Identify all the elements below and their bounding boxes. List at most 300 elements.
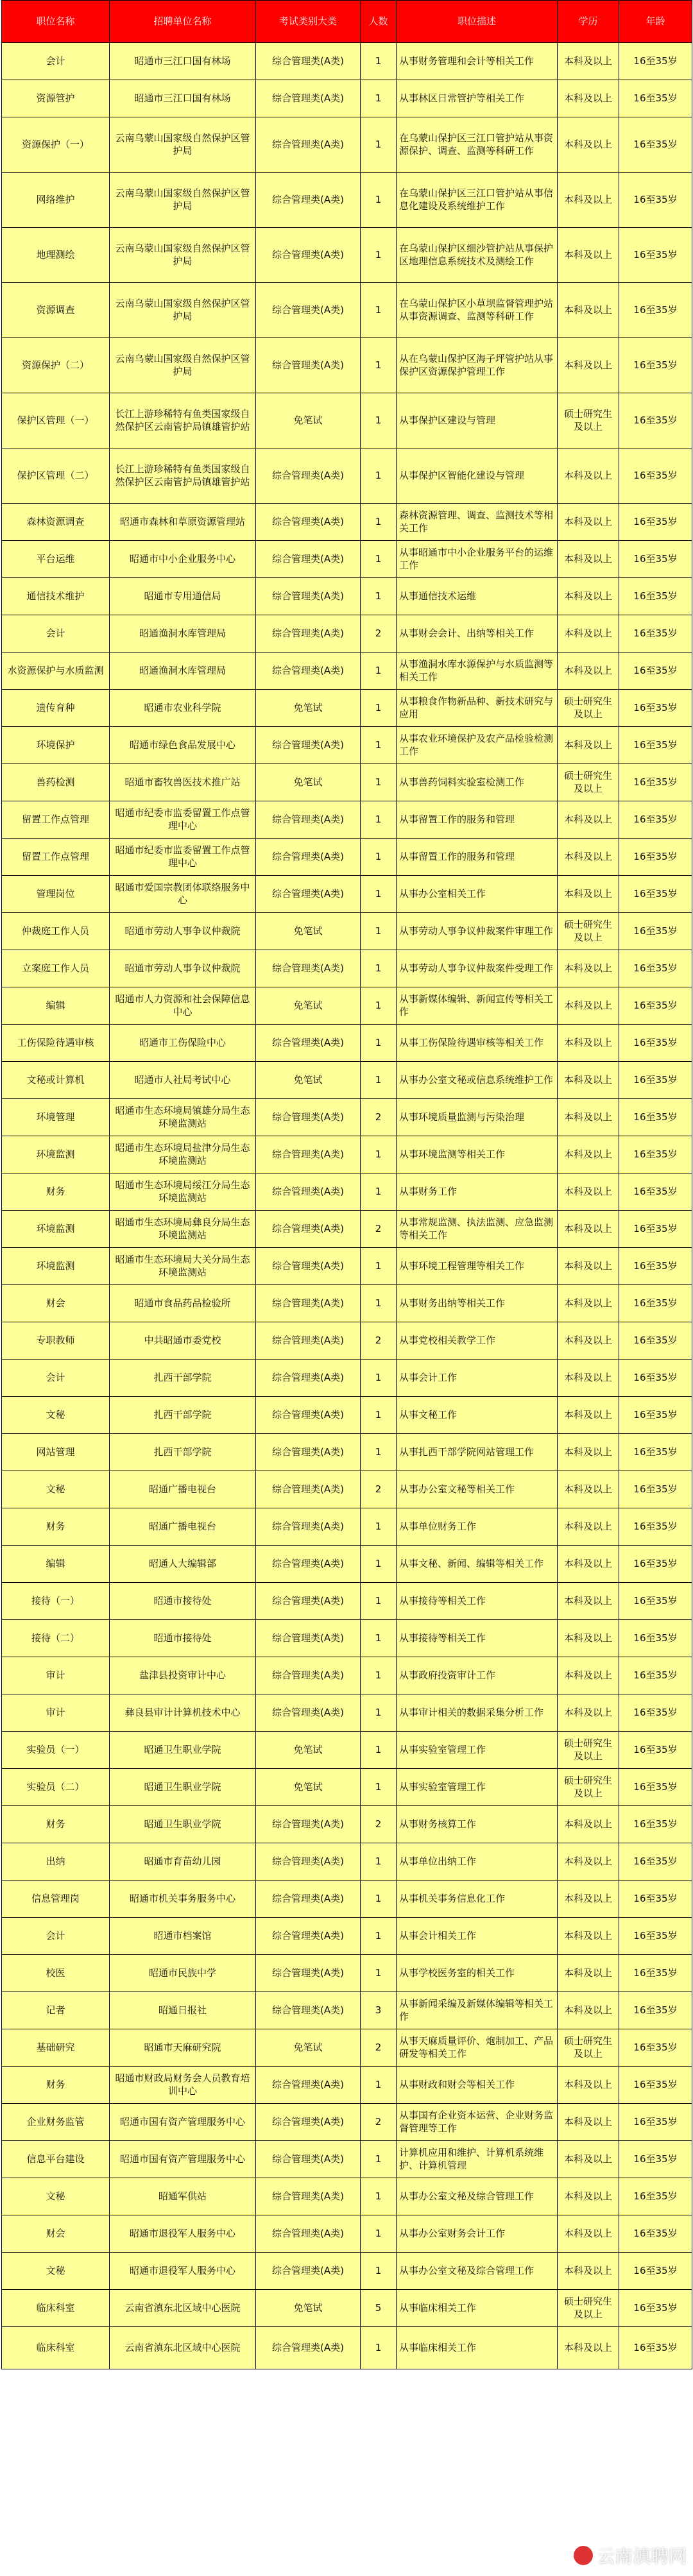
header-description: 职位描述 [397, 1, 558, 43]
cell-education: 硕士研究生及以上 [558, 1769, 619, 1806]
cell-age: 16至35岁 [619, 1173, 692, 1211]
cell-unit-name: 云南乌蒙山国家级自然保护区管护局 [110, 338, 256, 393]
cell-position-name: 信息管理岗 [2, 1881, 110, 1918]
cell-unit-name: 昭通市民族中学 [110, 1955, 256, 1992]
cell-unit-name: 昭通卫生职业学院 [110, 1806, 256, 1843]
cell-description: 从事环境监测等相关工作 [397, 1136, 558, 1173]
cell-position-name: 兽药检测 [2, 764, 110, 801]
cell-description: 从事文秘工作 [397, 1397, 558, 1434]
cell-count: 1 [361, 1732, 397, 1769]
cell-description: 从事兽药饲料实验室检测工作 [397, 764, 558, 801]
cell-exam-category: 综合管理类(A类) [256, 541, 361, 578]
cell-description: 从事临床相关工作 [397, 2327, 558, 2369]
cell-position-name: 财会 [2, 1285, 110, 1322]
cell-description: 森林资源管理、调查、监测技术等相关工作 [397, 504, 558, 541]
cell-education: 本科及以上 [558, 615, 619, 653]
cell-description: 从事扎西干部学院网站管理工作 [397, 1434, 558, 1471]
table-row [2, 1583, 692, 1620]
cell-exam-category: 综合管理类(A类) [256, 876, 361, 913]
cell-exam-category: 免笔试 [256, 987, 361, 1025]
cell-age: 16至35岁 [619, 2290, 692, 2327]
cell-exam-category: 综合管理类(A类) [256, 727, 361, 764]
cell-education: 本科及以上 [558, 1508, 619, 1546]
cell-exam-category: 综合管理类(A类) [256, 1248, 361, 1285]
cell-position-name: 森林资源调查 [2, 504, 110, 541]
table-row [2, 913, 692, 950]
cell-education: 本科及以上 [558, 228, 619, 283]
table-row [2, 393, 692, 448]
table-row [2, 228, 692, 283]
cell-count: 1 [361, 228, 397, 283]
cell-count: 1 [361, 1360, 397, 1397]
table-row [2, 541, 692, 578]
cell-education: 本科及以上 [558, 1992, 619, 2029]
cell-age: 16至35岁 [619, 283, 692, 338]
cell-exam-category: 综合管理类(A类) [256, 1806, 361, 1843]
cell-age: 16至35岁 [619, 2215, 692, 2253]
cell-count: 1 [361, 1434, 397, 1471]
watermark-text: 云南滇聘网 [596, 2546, 687, 2567]
cell-age: 16至35岁 [619, 876, 692, 913]
cell-position-name: 文秘 [2, 1471, 110, 1508]
cell-age: 16至35岁 [619, 839, 692, 876]
cell-count: 1 [361, 653, 397, 690]
cell-exam-category: 免笔试 [256, 690, 361, 727]
cell-description: 从事办公室文秘及综合管理工作 [397, 2178, 558, 2215]
cell-position-name: 环境管理 [2, 1099, 110, 1136]
cell-exam-category: 综合管理类(A类) [256, 1099, 361, 1136]
cell-description: 从事保护区智能化建设与管理 [397, 448, 558, 504]
cell-education: 本科及以上 [558, 1806, 619, 1843]
cell-position-name: 资源管护 [2, 80, 110, 117]
table-row [2, 876, 692, 913]
cell-position-name: 网站管理 [2, 1434, 110, 1471]
table-row [2, 1769, 692, 1806]
cell-description: 从事昭通市中小企业服务平台的运维工作 [397, 541, 558, 578]
cell-exam-category: 综合管理类(A类) [256, 615, 361, 653]
cell-exam-category: 综合管理类(A类) [256, 578, 361, 615]
cell-age: 16至35岁 [619, 801, 692, 839]
cell-position-name: 保护区管理（一） [2, 393, 110, 448]
cell-description: 从事通信技术运维 [397, 578, 558, 615]
cell-unit-name: 昭通市接待处 [110, 1583, 256, 1620]
cell-education: 本科及以上 [558, 727, 619, 764]
cell-exam-category: 综合管理类(A类) [256, 1918, 361, 1955]
cell-position-name: 编辑 [2, 987, 110, 1025]
table-row [2, 1285, 692, 1322]
cell-unit-name: 昭通广播电视台 [110, 1471, 256, 1508]
cell-education: 硕士研究生及以上 [558, 393, 619, 448]
table-row [2, 764, 692, 801]
cell-exam-category: 综合管理类(A类) [256, 1583, 361, 1620]
cell-unit-name: 昭通市育苗幼儿园 [110, 1843, 256, 1881]
cell-count: 2 [361, 1211, 397, 1248]
cell-exam-category: 综合管理类(A类) [256, 1620, 361, 1657]
cell-count: 1 [361, 1062, 397, 1099]
cell-exam-category: 综合管理类(A类) [256, 1285, 361, 1322]
cell-position-name: 仲裁庭工作人员 [2, 913, 110, 950]
cell-exam-category: 综合管理类(A类) [256, 2215, 361, 2253]
cell-education: 硕士研究生及以上 [558, 690, 619, 727]
cell-exam-category: 综合管理类(A类) [256, 2327, 361, 2369]
cell-unit-name: 昭通市生态环境局镇雄分局生态环境监测站 [110, 1099, 256, 1136]
cell-age: 16至35岁 [619, 1583, 692, 1620]
cell-education: 本科及以上 [558, 448, 619, 504]
cell-exam-category: 综合管理类(A类) [256, 1881, 361, 1918]
cell-unit-name: 云南省滇东北区域中心医院 [110, 2290, 256, 2327]
cell-age: 16至35岁 [619, 1769, 692, 1806]
table-row [2, 2290, 692, 2327]
cell-education: 本科及以上 [558, 80, 619, 117]
table-row [2, 1211, 692, 1248]
cell-position-name: 校医 [2, 1955, 110, 1992]
cell-exam-category: 综合管理类(A类) [256, 283, 361, 338]
table-row [2, 2141, 692, 2178]
table-row [2, 1508, 692, 1546]
cell-description: 从事实验室管理工作 [397, 1769, 558, 1806]
table-row [2, 690, 692, 727]
cell-count: 1 [361, 578, 397, 615]
cell-age: 16至35岁 [619, 2253, 692, 2290]
cell-count: 1 [361, 2141, 397, 2178]
cell-unit-name: 昭通广播电视台 [110, 1508, 256, 1546]
cell-exam-category: 综合管理类(A类) [256, 80, 361, 117]
cell-position-name: 管理岗位 [2, 876, 110, 913]
table-row [2, 2067, 692, 2104]
cell-unit-name: 扎西干部学院 [110, 1397, 256, 1434]
cell-education: 硕士研究生及以上 [558, 2029, 619, 2067]
cell-description: 从事财务核算工作 [397, 1806, 558, 1843]
table-row [2, 653, 692, 690]
cell-unit-name: 昭通市森林和草原资源管理站 [110, 504, 256, 541]
table-row [2, 1434, 692, 1471]
cell-position-name: 资源调查 [2, 283, 110, 338]
cell-education: 硕士研究生及以上 [558, 913, 619, 950]
cell-education: 本科及以上 [558, 1211, 619, 1248]
cell-unit-name: 昭通市财政局财务会人员教育培训中心 [110, 2067, 256, 2104]
cell-age: 16至35岁 [619, 690, 692, 727]
cell-unit-name: 昭通市机关事务服务中心 [110, 1881, 256, 1918]
cell-exam-category: 综合管理类(A类) [256, 2178, 361, 2215]
cell-exam-category: 综合管理类(A类) [256, 448, 361, 504]
cell-education: 本科及以上 [558, 1694, 619, 1732]
table-row [2, 117, 692, 173]
cell-exam-category: 综合管理类(A类) [256, 504, 361, 541]
cell-education: 本科及以上 [558, 1285, 619, 1322]
cell-count: 1 [361, 43, 397, 80]
cell-age: 16至35岁 [619, 173, 692, 228]
table-row [2, 2178, 692, 2215]
cell-unit-name: 中共昭通市委党校 [110, 1322, 256, 1360]
cell-description: 在乌蒙山保护区小草坝监督管理护站从事资源调查、监测等科研工作 [397, 283, 558, 338]
cell-position-name: 财务 [2, 1806, 110, 1843]
cell-position-name: 水资源保护与水质监测 [2, 653, 110, 690]
cell-count: 1 [361, 393, 397, 448]
cell-position-name: 出纳 [2, 1843, 110, 1881]
cell-unit-name: 云南乌蒙山国家级自然保护区管护局 [110, 173, 256, 228]
cell-education: 本科及以上 [558, 876, 619, 913]
cell-exam-category: 综合管理类(A类) [256, 1360, 361, 1397]
table-row [2, 448, 692, 504]
cell-description: 从事财务工作 [397, 1173, 558, 1211]
cell-age: 16至35岁 [619, 1099, 692, 1136]
cell-age: 16至35岁 [619, 653, 692, 690]
cell-position-name: 记者 [2, 1992, 110, 2029]
cell-description: 从事劳动人事争议仲裁案件审理工作 [397, 913, 558, 950]
cell-description: 从事财务管理和会计等相关工作 [397, 43, 558, 80]
header-education: 学历 [558, 1, 619, 43]
cell-position-name: 接待（一） [2, 1583, 110, 1620]
cell-age: 16至35岁 [619, 2178, 692, 2215]
cell-count: 2 [361, 2104, 397, 2141]
cell-position-name: 财务 [2, 1173, 110, 1211]
cell-exam-category: 综合管理类(A类) [256, 950, 361, 987]
cell-exam-category: 综合管理类(A类) [256, 1211, 361, 1248]
cell-unit-name: 云南乌蒙山国家级自然保护区管护局 [110, 117, 256, 173]
cell-description: 从事会计相关工作 [397, 1918, 558, 1955]
cell-age: 16至35岁 [619, 43, 692, 80]
cell-education: 本科及以上 [558, 1360, 619, 1397]
cell-description: 从事劳动人事争议仲裁案件受理工作 [397, 950, 558, 987]
cell-age: 16至35岁 [619, 1025, 692, 1062]
cell-unit-name: 昭通市人力资源和社会保障信息中心 [110, 987, 256, 1025]
cell-description: 从事渔洞水库水源保护与水质监测等相关工作 [397, 653, 558, 690]
cell-education: 本科及以上 [558, 1918, 619, 1955]
cell-age: 16至35岁 [619, 2327, 692, 2369]
cell-unit-name: 昭通卫生职业学院 [110, 1732, 256, 1769]
cell-exam-category: 综合管理类(A类) [256, 2104, 361, 2141]
cell-age: 16至35岁 [619, 1434, 692, 1471]
cell-description: 从事政府投资审计工作 [397, 1657, 558, 1694]
cell-exam-category: 综合管理类(A类) [256, 1471, 361, 1508]
cell-exam-category: 综合管理类(A类) [256, 1508, 361, 1546]
table-row [2, 1694, 692, 1732]
cell-exam-category: 免笔试 [256, 2290, 361, 2327]
cell-unit-name: 昭通市人社局考试中心 [110, 1062, 256, 1099]
cell-position-name: 文秘 [2, 2253, 110, 2290]
table-row [2, 1136, 692, 1173]
cell-position-name: 会计 [2, 1918, 110, 1955]
cell-age: 16至35岁 [619, 1360, 692, 1397]
recruitment-table [1, 0, 692, 2369]
cell-position-name: 企业财务监管 [2, 2104, 110, 2141]
cell-description: 从事学校医务室的相关工作 [397, 1955, 558, 1992]
cell-description: 从事新闻采编及新媒体编辑等相关工作 [397, 1992, 558, 2029]
cell-description: 从事财务出纳等相关工作 [397, 1285, 558, 1322]
cell-position-name: 审计 [2, 1657, 110, 1694]
cell-description: 从事办公室文秘或信息系统维护工作 [397, 1062, 558, 1099]
cell-position-name: 财会 [2, 2215, 110, 2253]
cell-age: 16至35岁 [619, 393, 692, 448]
cell-unit-name: 昭通市退役军人服务中心 [110, 2215, 256, 2253]
cell-education: 本科及以上 [558, 117, 619, 173]
cell-exam-category: 免笔试 [256, 764, 361, 801]
table-row [2, 615, 692, 653]
cell-count: 2 [361, 1471, 397, 1508]
cell-position-name: 文秘 [2, 1397, 110, 1434]
cell-age: 16至35岁 [619, 504, 692, 541]
cell-position-name: 立案庭工作人员 [2, 950, 110, 987]
cell-education: 本科及以上 [558, 43, 619, 80]
cell-exam-category: 综合管理类(A类) [256, 338, 361, 393]
cell-description: 从事国有企业资本运营、企业财务监督管理等工作 [397, 2104, 558, 2141]
cell-position-name: 审计 [2, 1694, 110, 1732]
cell-education: 本科及以上 [558, 2104, 619, 2141]
cell-description: 计算机应用和维护、计算机系统维护、计算机管理 [397, 2141, 558, 2178]
cell-description: 从事办公室相关工作 [397, 876, 558, 913]
brand-logo-icon [574, 2546, 593, 2565]
cell-unit-name: 云南乌蒙山国家级自然保护区管护局 [110, 228, 256, 283]
cell-description: 从事保护区建设与管理 [397, 393, 558, 448]
cell-unit-name: 昭通市食品药品检验所 [110, 1285, 256, 1322]
cell-age: 16至35岁 [619, 1881, 692, 1918]
table-row [2, 338, 692, 393]
cell-unit-name: 昭通市纪委市监委留置工作点管理中心 [110, 839, 256, 876]
cell-position-name: 文秘或计算机 [2, 1062, 110, 1099]
table-row [2, 727, 692, 764]
cell-description: 从事留置工作的服务和管理 [397, 839, 558, 876]
cell-count: 1 [361, 2215, 397, 2253]
cell-count: 1 [361, 1694, 397, 1732]
header-age: 年龄 [619, 1, 692, 43]
cell-age: 16至35岁 [619, 1843, 692, 1881]
cell-age: 16至35岁 [619, 987, 692, 1025]
cell-education: 本科及以上 [558, 950, 619, 987]
table-row [2, 2253, 692, 2290]
cell-exam-category: 综合管理类(A类) [256, 1546, 361, 1583]
cell-description: 从事工伤保险待遇审核等相关工作 [397, 1025, 558, 1062]
cell-count: 2 [361, 615, 397, 653]
header-unit-name: 招聘单位名称 [110, 1, 256, 43]
cell-education: 本科及以上 [558, 1657, 619, 1694]
cell-education: 本科及以上 [558, 1025, 619, 1062]
cell-position-name: 基础研究 [2, 2029, 110, 2067]
cell-age: 16至35岁 [619, 2029, 692, 2067]
cell-unit-name: 昭通市中小企业服务中心 [110, 541, 256, 578]
table-row [2, 1843, 692, 1881]
cell-unit-name: 扎西干部学院 [110, 1360, 256, 1397]
cell-exam-category: 综合管理类(A类) [256, 1657, 361, 1694]
cell-age: 16至35岁 [619, 1211, 692, 1248]
cell-count: 1 [361, 950, 397, 987]
table-row [2, 1471, 692, 1508]
cell-count: 1 [361, 1025, 397, 1062]
cell-education: 本科及以上 [558, 1620, 619, 1657]
table-row [2, 1025, 692, 1062]
cell-position-name: 资源保护（二） [2, 338, 110, 393]
cell-unit-name: 昭通市生态环境局彝良分局生态环境监测站 [110, 1211, 256, 1248]
table-row [2, 43, 692, 80]
cell-age: 16至35岁 [619, 2067, 692, 2104]
table-row [2, 1397, 692, 1434]
cell-exam-category: 综合管理类(A类) [256, 1434, 361, 1471]
cell-age: 16至35岁 [619, 541, 692, 578]
cell-unit-name: 昭通市天麻研究院 [110, 2029, 256, 2067]
cell-count: 1 [361, 1173, 397, 1211]
cell-description: 从事单位财务工作 [397, 1508, 558, 1546]
cell-education: 本科及以上 [558, 1434, 619, 1471]
cell-exam-category: 免笔试 [256, 1769, 361, 1806]
cell-education: 本科及以上 [558, 987, 619, 1025]
cell-age: 16至35岁 [619, 2104, 692, 2141]
cell-position-name: 会计 [2, 1360, 110, 1397]
cell-unit-name: 昭通市生态环境局绥江分局生态环境监测站 [110, 1173, 256, 1211]
cell-position-name: 留置工作点管理 [2, 801, 110, 839]
cell-unit-name: 昭通市工伤保险中心 [110, 1025, 256, 1062]
table-row [2, 987, 692, 1025]
cell-age: 16至35岁 [619, 1806, 692, 1843]
cell-age: 16至35岁 [619, 228, 692, 283]
cell-count: 1 [361, 1285, 397, 1322]
cell-education: 硕士研究生及以上 [558, 764, 619, 801]
cell-count: 2 [361, 1806, 397, 1843]
cell-count: 1 [361, 2327, 397, 2369]
cell-age: 16至35岁 [619, 1322, 692, 1360]
cell-description: 从在乌蒙山保护区海子坪管护站从事保护区资源保护管理工作 [397, 338, 558, 393]
cell-count: 1 [361, 839, 397, 876]
cell-description: 从事天麻质量评价、炮制加工、产品研发等相关工作 [397, 2029, 558, 2067]
watermark [574, 2543, 687, 2568]
table-row [2, 1881, 692, 1918]
cell-description: 从事审计相关的数据采集分析工作 [397, 1694, 558, 1732]
cell-description: 从事农业环境保护及农产品检验检测工作 [397, 727, 558, 764]
cell-position-name: 会计 [2, 43, 110, 80]
cell-count: 1 [361, 1397, 397, 1434]
cell-exam-category: 综合管理类(A类) [256, 117, 361, 173]
cell-age: 16至35岁 [619, 1397, 692, 1434]
cell-position-name: 环境监测 [2, 1136, 110, 1173]
cell-count: 1 [361, 1657, 397, 1694]
cell-exam-category: 综合管理类(A类) [256, 2067, 361, 2104]
cell-count: 1 [361, 283, 397, 338]
cell-unit-name: 昭通市国有资产管理服务中心 [110, 2141, 256, 2178]
cell-unit-name: 昭通市劳动人事争议仲裁院 [110, 913, 256, 950]
header-position-name: 职位名称 [2, 1, 110, 43]
cell-education: 本科及以上 [558, 1062, 619, 1099]
cell-age: 16至35岁 [619, 1620, 692, 1657]
cell-position-name: 地理测绘 [2, 228, 110, 283]
table-row [2, 1918, 692, 1955]
cell-description: 从事粮食作物新品种、新技术研究与应用 [397, 690, 558, 727]
cell-description: 从事会计工作 [397, 1360, 558, 1397]
cell-education: 本科及以上 [558, 2178, 619, 2215]
cell-age: 16至35岁 [619, 1546, 692, 1583]
cell-exam-category: 综合管理类(A类) [256, 1173, 361, 1211]
cell-age: 16至35岁 [619, 1471, 692, 1508]
cell-unit-name: 昭通市三江口国有林场 [110, 43, 256, 80]
cell-count: 1 [361, 448, 397, 504]
cell-age: 16至35岁 [619, 1732, 692, 1769]
cell-education: 本科及以上 [558, 1881, 619, 1918]
cell-description: 从事环境工程管理等相关工作 [397, 1248, 558, 1285]
cell-description: 从事办公室财务会计工作 [397, 2215, 558, 2253]
table-row [2, 1546, 692, 1583]
cell-count: 5 [361, 2290, 397, 2327]
cell-position-name: 实验员（二） [2, 1769, 110, 1806]
cell-description: 从事文秘、新闻、编辑等相关工作 [397, 1546, 558, 1583]
table-body [2, 43, 692, 2369]
cell-count: 1 [361, 117, 397, 173]
cell-education: 本科及以上 [558, 173, 619, 228]
cell-education: 本科及以上 [558, 2067, 619, 2104]
cell-exam-category: 综合管理类(A类) [256, 839, 361, 876]
cell-description: 从事党校相关教学工作 [397, 1322, 558, 1360]
cell-age: 16至35岁 [619, 1955, 692, 1992]
cell-education: 本科及以上 [558, 578, 619, 615]
cell-position-name: 留置工作点管理 [2, 839, 110, 876]
table-row [2, 504, 692, 541]
cell-position-name: 工伤保险待遇审核 [2, 1025, 110, 1062]
